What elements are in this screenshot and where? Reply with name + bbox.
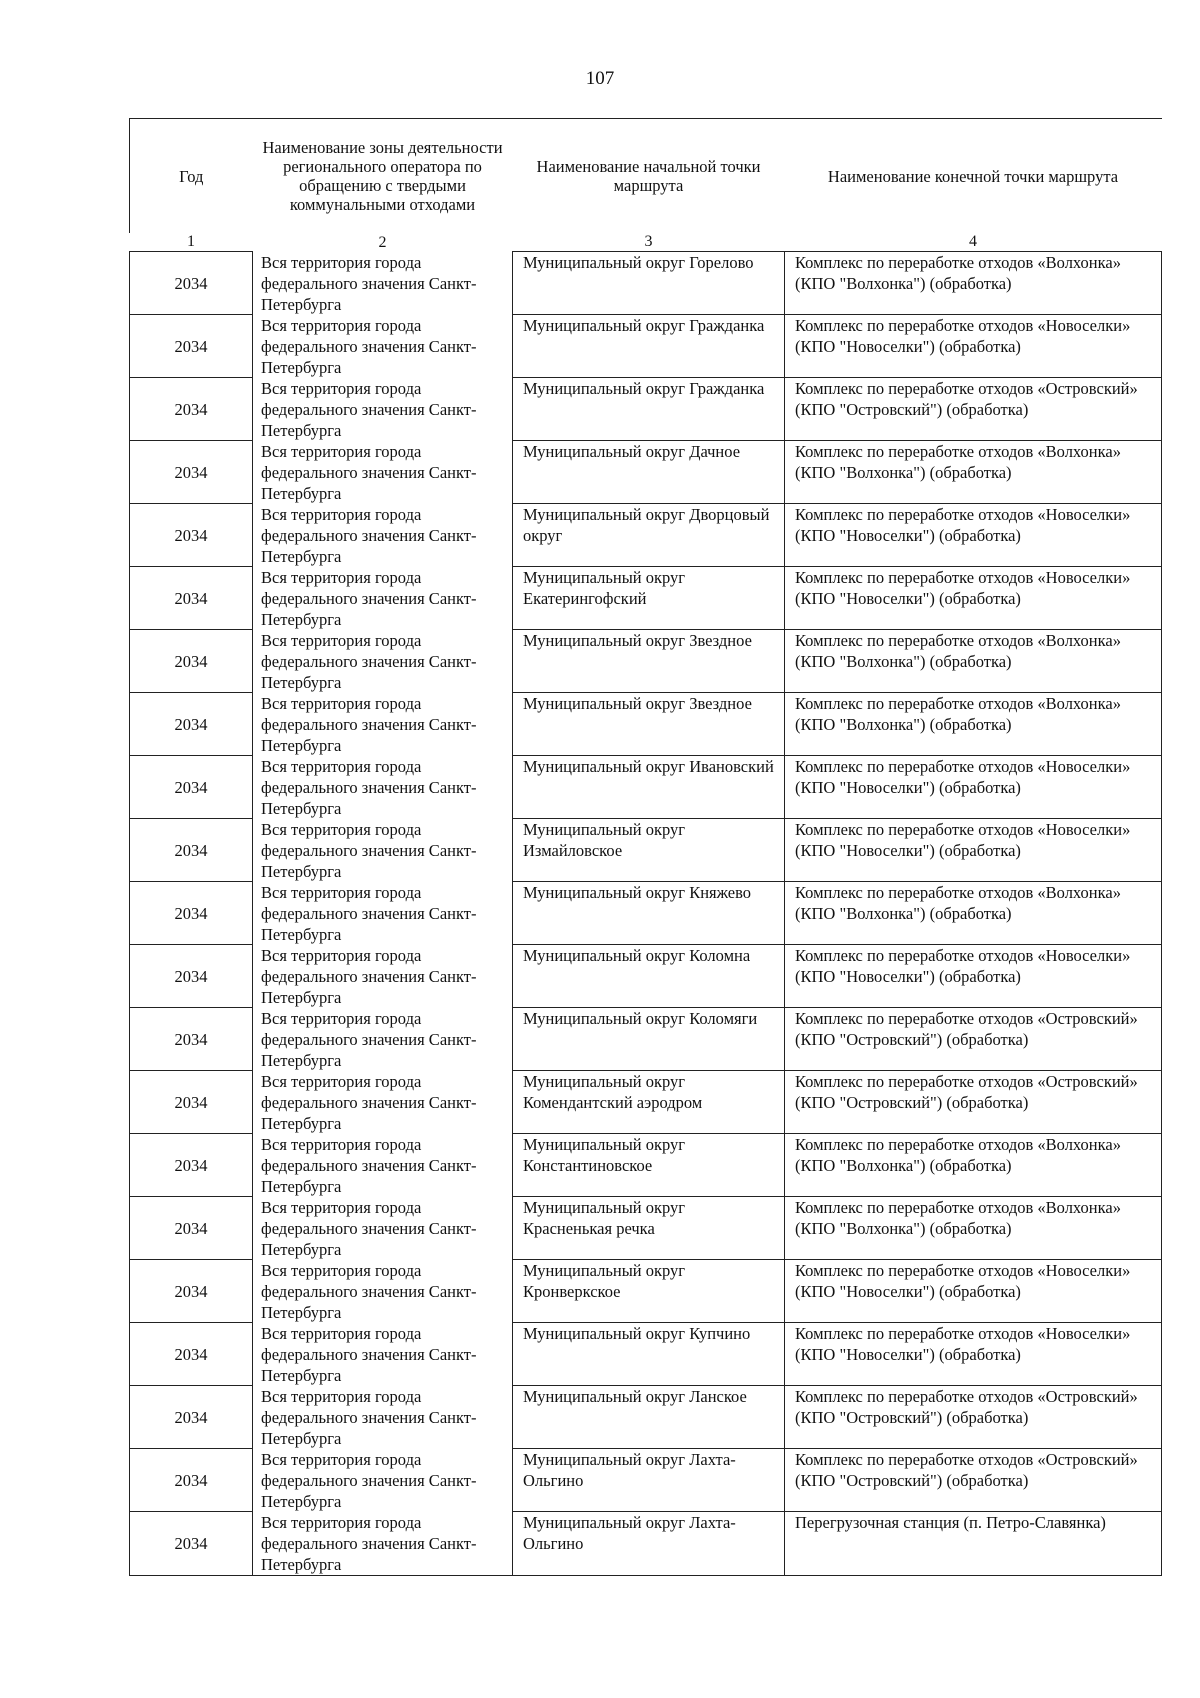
table-row <box>130 567 1162 630</box>
year-cell: 2034 <box>130 945 253 1008</box>
table-row <box>130 1512 1162 1576</box>
start-point-cell: Муниципальный округ Измайловское <box>513 819 785 882</box>
table-row <box>130 378 1162 441</box>
end-point-cell: Комплекс по переработке отходов «Волхонка» (КПО "Волхонка") (обработка) <box>785 1134 1162 1197</box>
table-row <box>130 252 1162 315</box>
end-point-cell: Комплекс по переработке отходов «Новоселки» (КПО "Новоселки") (обработка) <box>785 504 1162 567</box>
end-point-cell: Комплекс по переработке отходов «Волхонка» (КПО "Волхонка") (обработка) <box>785 882 1162 945</box>
end-point-cell: Комплекс по переработке отходов «Новоселки» (КПО "Новоселки") (обработка) <box>785 567 1162 630</box>
table-row <box>130 441 1162 504</box>
end-point-cell: Комплекс по переработке отходов «Волхонка» (КПО "Волхонка") (обработка) <box>785 441 1162 504</box>
year-cell: 2034 <box>130 504 253 567</box>
header-start-point: Наименование начальной точки маршрута <box>513 119 785 234</box>
table-header-row <box>130 119 1162 234</box>
start-point-cell: Муниципальный округ Екатерингофский <box>513 567 785 630</box>
start-point-cell: Муниципальный округ Купчино <box>513 1323 785 1386</box>
end-point-cell: Комплекс по переработке отходов «Островский» (КПО "Островский") (обработка) <box>785 1449 1162 1512</box>
table-row <box>130 1323 1162 1386</box>
year-cell: 2034 <box>130 882 253 945</box>
column-number-4: 4 <box>969 233 977 250</box>
start-point-cell: Муниципальный округ Ланское <box>513 1386 785 1449</box>
start-point-cell: Муниципальный округ Лахта-Ольгино <box>513 1512 785 1576</box>
start-point-cell: Муниципальный округ Горелово <box>513 252 785 315</box>
start-point-cell: Муниципальный округ Константиновское <box>513 1134 785 1197</box>
year-cell: 2034 <box>130 1386 253 1449</box>
end-point-cell: Комплекс по переработке отходов «Новоселки» (КПО "Новоселки") (обработка) <box>785 756 1162 819</box>
zone-cell: Вся территория города федерального значения Санкт-Петербурга <box>253 567 513 630</box>
zone-cell: Вся территория города федерального значения Санкт-Петербурга <box>253 819 513 882</box>
zone-cell: Вся территория города федерального значения Санкт-Петербурга <box>253 252 513 315</box>
table-row <box>130 756 1162 819</box>
table-row <box>130 630 1162 693</box>
zone-cell: Вся территория города федерального значения Санкт-Петербурга <box>253 1134 513 1197</box>
routes-table <box>129 118 1162 1576</box>
start-point-cell: Муниципальный округ Звездное <box>513 693 785 756</box>
zone-cell: Вся территория города федерального значения Санкт-Петербурга <box>253 1386 513 1449</box>
column-number-3: 3 <box>644 233 653 250</box>
end-point-cell: Комплекс по переработке отходов «Новоселки» (КПО "Новоселки") (обработка) <box>785 315 1162 378</box>
table-row <box>130 1008 1162 1071</box>
zone-cell: Вся территория города федерального значения Санкт-Петербурга <box>253 1071 513 1134</box>
end-point-cell: Комплекс по переработке отходов «Островский» (КПО "Островский") (обработка) <box>785 378 1162 441</box>
end-point-cell: Комплекс по переработке отходов «Новоселки» (КПО "Новоселки") (обработка) <box>785 819 1162 882</box>
zone-cell: Вся территория города федерального значения Санкт-Петербурга <box>253 1260 513 1323</box>
zone-cell: Вся территория города федерального значения Санкт-Петербурга <box>253 693 513 756</box>
zone-cell: Вся территория города федерального значения Санкт-Петербурга <box>253 1512 513 1576</box>
end-point-cell: Комплекс по переработке отходов «Островский» (КПО "Островский") (обработка) <box>785 1386 1162 1449</box>
table-row <box>130 1197 1162 1260</box>
table-body <box>130 252 1162 1576</box>
year-cell: 2034 <box>130 252 253 315</box>
header-end-point: Наименование конечной точки маршрута <box>785 119 1162 234</box>
zone-cell: Вся территория города федерального значения Санкт-Петербурга <box>253 630 513 693</box>
end-point-cell: Комплекс по переработке отходов «Волхонка» (КПО "Волхонка") (обработка) <box>785 693 1162 756</box>
start-point-cell: Муниципальный округ Княжево <box>513 882 785 945</box>
zone-cell: Вся территория города федерального значения Санкт-Петербурга <box>253 378 513 441</box>
zone-cell: Вся территория города федерального значения Санкт-Петербурга <box>253 882 513 945</box>
zone-cell: Вся территория города федерального значения Санкт-Петербурга <box>253 756 513 819</box>
column-number-2: 2 <box>378 233 387 251</box>
end-point-cell: Комплекс по переработке отходов «Волхонка» (КПО "Волхонка") (обработка) <box>785 252 1162 315</box>
year-cell: 2034 <box>130 756 253 819</box>
end-point-cell: Комплекс по переработке отходов «Новоселки» (КПО "Новоселки") (обработка) <box>785 1260 1162 1323</box>
start-point-cell: Муниципальный округ Дачное <box>513 441 785 504</box>
year-cell: 2034 <box>130 693 253 756</box>
year-cell: 2034 <box>130 1323 253 1386</box>
start-point-cell: Муниципальный округ Гражданка <box>513 378 785 441</box>
table-row <box>130 882 1162 945</box>
start-point-cell: Муниципальный округ Звездное <box>513 630 785 693</box>
table-row <box>130 1260 1162 1323</box>
start-point-cell: Муниципальный округ Красненькая речка <box>513 1197 785 1260</box>
year-cell: 2034 <box>130 819 253 882</box>
end-point-cell: Комплекс по переработке отходов «Новоселки» (КПО "Новоселки") (обработка) <box>785 1323 1162 1386</box>
start-point-cell: Муниципальный округ Лахта-Ольгино <box>513 1449 785 1512</box>
year-cell: 2034 <box>130 1449 253 1512</box>
page-number: 107 <box>585 68 615 89</box>
start-point-cell: Муниципальный округ Кронверкское <box>513 1260 785 1323</box>
year-cell: 2034 <box>130 315 253 378</box>
end-point-cell: Комплекс по переработке отходов «Островский» (КПО "Островский") (обработка) <box>785 1071 1162 1134</box>
table-row <box>130 504 1162 567</box>
zone-cell: Вся территория города федерального значения Санкт-Петербурга <box>253 504 513 567</box>
year-cell: 2034 <box>130 1512 253 1576</box>
year-cell: 2034 <box>130 1197 253 1260</box>
year-cell: 2034 <box>130 378 253 441</box>
table-row <box>130 1071 1162 1134</box>
column-number-row <box>130 233 1162 252</box>
zone-cell: Вся территория города федерального значения Санкт-Петербурга <box>253 441 513 504</box>
zone-cell: Вся территория города федерального значения Санкт-Петербурга <box>253 1449 513 1512</box>
start-point-cell: Муниципальный округ Гражданка <box>513 315 785 378</box>
end-point-cell: Комплекс по переработке отходов «Островский» (КПО "Островский") (обработка) <box>785 1008 1162 1071</box>
zone-cell: Вся территория города федерального значения Санкт-Петербурга <box>253 1323 513 1386</box>
end-point-cell: Перегрузочная станция (п. Петро-Славянка) <box>785 1512 1162 1576</box>
table-row <box>130 945 1162 1008</box>
zone-cell: Вся территория города федерального значения Санкт-Петербурга <box>253 1197 513 1260</box>
column-number-1: 1 <box>187 233 195 250</box>
year-cell: 2034 <box>130 1071 253 1134</box>
end-point-cell: Комплекс по переработке отходов «Волхонка» (КПО "Волхонка") (обработка) <box>785 630 1162 693</box>
start-point-cell: Муниципальный округ Коломна <box>513 945 785 1008</box>
start-point-cell: Муниципальный округ Коломяги <box>513 1008 785 1071</box>
zone-cell: Вся территория города федерального значения Санкт-Петербурга <box>253 1008 513 1071</box>
table-row <box>130 1134 1162 1197</box>
year-cell: 2034 <box>130 567 253 630</box>
start-point-cell: Муниципальный округ Ивановский <box>513 756 785 819</box>
table-row <box>130 1386 1162 1449</box>
table-row <box>130 1449 1162 1512</box>
year-cell: 2034 <box>130 1008 253 1071</box>
start-point-cell: Муниципальный округ Дворцовый округ <box>513 504 785 567</box>
table-row <box>130 315 1162 378</box>
zone-cell: Вся территория города федерального значения Санкт-Петербурга <box>253 315 513 378</box>
year-cell: 2034 <box>130 441 253 504</box>
year-cell: 2034 <box>130 1134 253 1197</box>
header-zone: Наименование зоны деятельности регионального оператора по обращению с твердыми коммунальными отходами <box>253 119 513 234</box>
end-point-cell: Комплекс по переработке отходов «Волхонка» (КПО "Волхонка") (обработка) <box>785 1197 1162 1260</box>
year-cell: 2034 <box>130 630 253 693</box>
table-row <box>130 693 1162 756</box>
header-year: Год <box>130 119 253 234</box>
table-row <box>130 819 1162 882</box>
year-cell: 2034 <box>130 1260 253 1323</box>
end-point-cell: Комплекс по переработке отходов «Новоселки» (КПО "Новоселки") (обработка) <box>785 945 1162 1008</box>
start-point-cell: Муниципальный округ Комендантский аэродром <box>513 1071 785 1134</box>
zone-cell: Вся территория города федерального значения Санкт-Петербурга <box>253 945 513 1008</box>
